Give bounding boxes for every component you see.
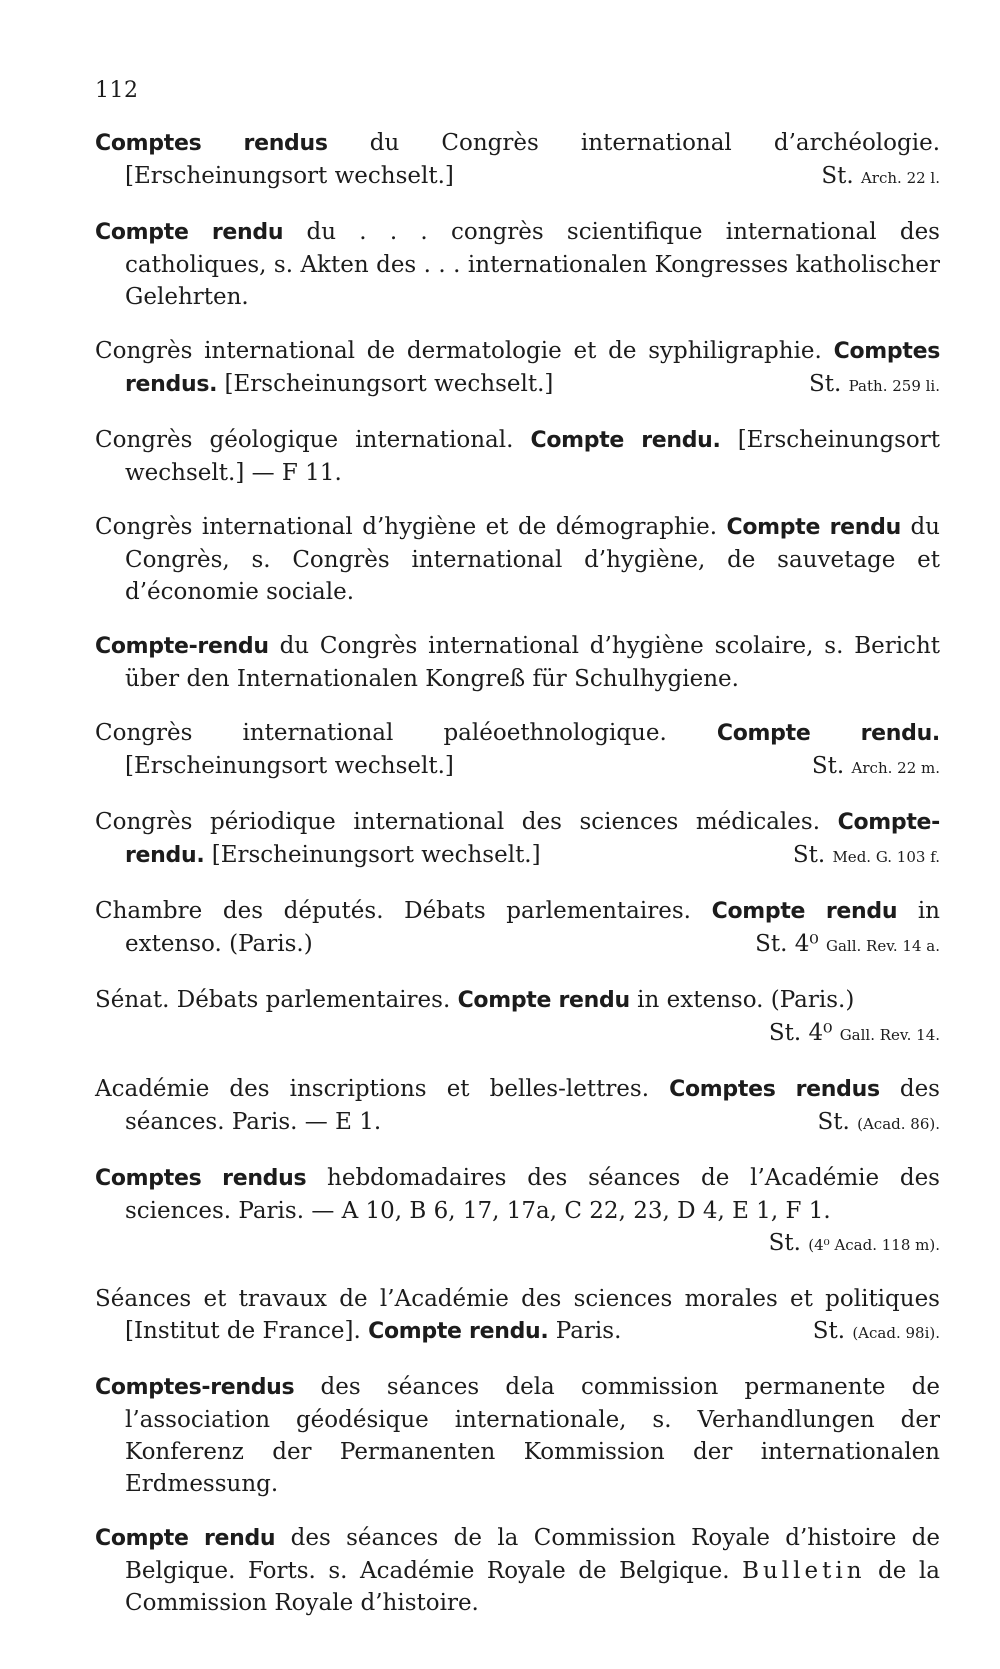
shelf-mark — [813, 1315, 940, 1349]
catalog-entry — [95, 335, 940, 402]
catalog-entry — [95, 806, 940, 873]
shelf-mark-prefix: St. — [809, 371, 849, 397]
shelf-mark-prefix: St. — [811, 753, 852, 779]
shelf-mark — [809, 368, 940, 402]
shelf-mark — [793, 839, 940, 873]
shelf-mark-code: (4⁰ Acad. 118 m). — [808, 1236, 940, 1254]
shelf-mark-code: Gall. Rev. 14. — [839, 1026, 940, 1044]
entry-heading: Comptes rendus — [95, 131, 328, 156]
shelf-mark-prefix: St. — [792, 842, 833, 868]
entry-text: des séances de la Commission Royale d’histoire de Belgique. Forts. s. Académie Royale de Belgique. — [125, 1525, 940, 1584]
entry-text: des séances. Paris. — E 1. — [125, 1076, 940, 1135]
entry-heading: Compte rendu. — [368, 1319, 549, 1344]
entry-heading: Comptes rendus — [95, 1166, 307, 1191]
entry-prefix-text: Congrès international paléoethnologique. — [95, 720, 717, 746]
shelf-mark-code: Path. 259 li. — [848, 377, 940, 395]
entry-heading: Compte rendu — [726, 515, 901, 540]
catalog-entry — [95, 1371, 940, 1500]
entry-heading: Compte rendu. — [530, 428, 721, 453]
catalog-entry — [95, 424, 940, 489]
entry-heading: Compte-rendu. — [125, 810, 940, 868]
shelf-mark-prefix: St. — [817, 1109, 858, 1135]
entry-heading: Compte rendu — [711, 899, 898, 924]
entry-text: hebdomadaires des séances de l’Académie des sciences. Paris. — A 10, B 6, 17, 17a, C 22, 23, D 4, E 1, F 1. — [125, 1165, 940, 1224]
entry-prefix-text: Congrès international d’hygiène et de démographie. — [95, 514, 727, 540]
shelf-mark-code: Arch. 22 l. — [860, 169, 940, 187]
page-number: 112 — [95, 78, 139, 103]
entry-heading: Compte-rendu — [95, 634, 269, 659]
shelf-mark-prefix: St. — [812, 1318, 853, 1344]
entry-heading: Compte rendu — [95, 220, 284, 245]
catalog-entries — [95, 127, 940, 1619]
entry-prefix-text: Congrès périodique international des sciences médicales. — [95, 809, 838, 835]
entry-text: [Erscheinungsort wechselt.] — [217, 371, 554, 397]
catalog-entry — [95, 984, 940, 1051]
shelf-mark-code: Med. G. 103 f. — [832, 848, 940, 866]
entry-heading: Comptes-rendus — [95, 1375, 295, 1400]
shelf-mark — [821, 160, 940, 194]
entry-text: in extenso. (Paris.) — [629, 987, 855, 1013]
entry-text: [Erscheinungsort wechselt.] — F 11. — [125, 427, 940, 486]
shelf-mark-prefix: St. — [768, 1230, 809, 1256]
catalog-entry — [95, 127, 940, 194]
shelf-mark-code: Gall. Rev. 14 a. — [825, 937, 940, 955]
entry-heading: Comptes rendus. — [125, 339, 940, 397]
catalog-entry — [95, 1522, 940, 1619]
entry-text: in extenso. (Paris.) — [125, 898, 940, 957]
entry-text: du Congrès international d’hygiène scolaire, s. Bericht über den Internationalen Kongreß für Schulhygiene. — [125, 633, 940, 692]
entry-text: [Erscheinungsort wechselt.] — [204, 842, 541, 868]
entry-text: du Congrès international d’archéologie. [Erscheinungsort wechselt.] — [125, 130, 940, 189]
entry-prefix-text: Chambre des députés. Débats parlementaires. — [95, 898, 712, 924]
catalog-entry — [95, 1073, 940, 1140]
entry-prefix-text: Congrès international de dermatologie et de syphiligraphie. — [95, 338, 834, 364]
catalog-entry — [95, 1283, 940, 1349]
entry-text: du Congrès, s. Congrès international d’hygiène, de sauvetage et d’économie sociale. — [125, 514, 940, 605]
shelf-mark — [769, 1017, 940, 1051]
entry-text: du . . . congrès scientifique international des catholiques, s. Akten des . . . internationalen Kongresses katholischer Gelehrten. — [125, 219, 940, 310]
entry-post-text: de la Commission Royale d’histoire. — [125, 1558, 940, 1616]
catalog-entry — [95, 216, 940, 313]
entry-text: [Erscheinungsort wechselt.] — [125, 753, 454, 779]
shelf-mark — [769, 1227, 940, 1261]
shelf-mark — [812, 750, 940, 784]
entry-prefix-text: Académie des inscriptions et belles-lettres. — [95, 1076, 670, 1102]
entry-prefix-text: Séances et travaux de l’Académie des sciences morales et politiques [Institut de France]. — [95, 1286, 940, 1344]
shelf-mark — [818, 1106, 941, 1140]
entry-heading: Compte rendu — [95, 1526, 276, 1551]
shelf-mark-prefix: St. — [821, 163, 861, 189]
entry-spaced-title: Bulletin — [742, 1558, 866, 1584]
shelf-mark-code: (Acad. 86). — [857, 1115, 940, 1133]
catalog-entry — [95, 717, 940, 784]
entry-heading: Compte rendu — [457, 988, 630, 1013]
shelf-mark — [755, 928, 940, 962]
entry-prefix-text: Congrès géologique international. — [95, 427, 531, 453]
entry-text: des séances dela commission permanente de l’association géodésique internationale, s. Verhandlungen der Konferenz der Permanenten Kommission der internationalen Erdmessung. — [125, 1374, 940, 1497]
shelf-mark-code: (Acad. 98i). — [852, 1324, 940, 1342]
entry-prefix-text: Sénat. Débats parlementaires. — [95, 987, 458, 1013]
catalog-entry — [95, 511, 940, 608]
shelf-mark-prefix: St. 4⁰ — [768, 1020, 840, 1046]
catalog-entry — [95, 1162, 940, 1261]
shelf-mark-prefix: St. 4⁰ — [755, 931, 826, 957]
catalog-entry — [95, 630, 940, 695]
entry-heading: Compte rendu. — [716, 721, 940, 746]
shelf-mark-code: Arch. 22 m. — [851, 759, 940, 777]
entry-heading: Comptes rendus — [669, 1077, 880, 1102]
entry-text: Paris. — [548, 1318, 622, 1344]
catalog-entry — [95, 895, 940, 962]
